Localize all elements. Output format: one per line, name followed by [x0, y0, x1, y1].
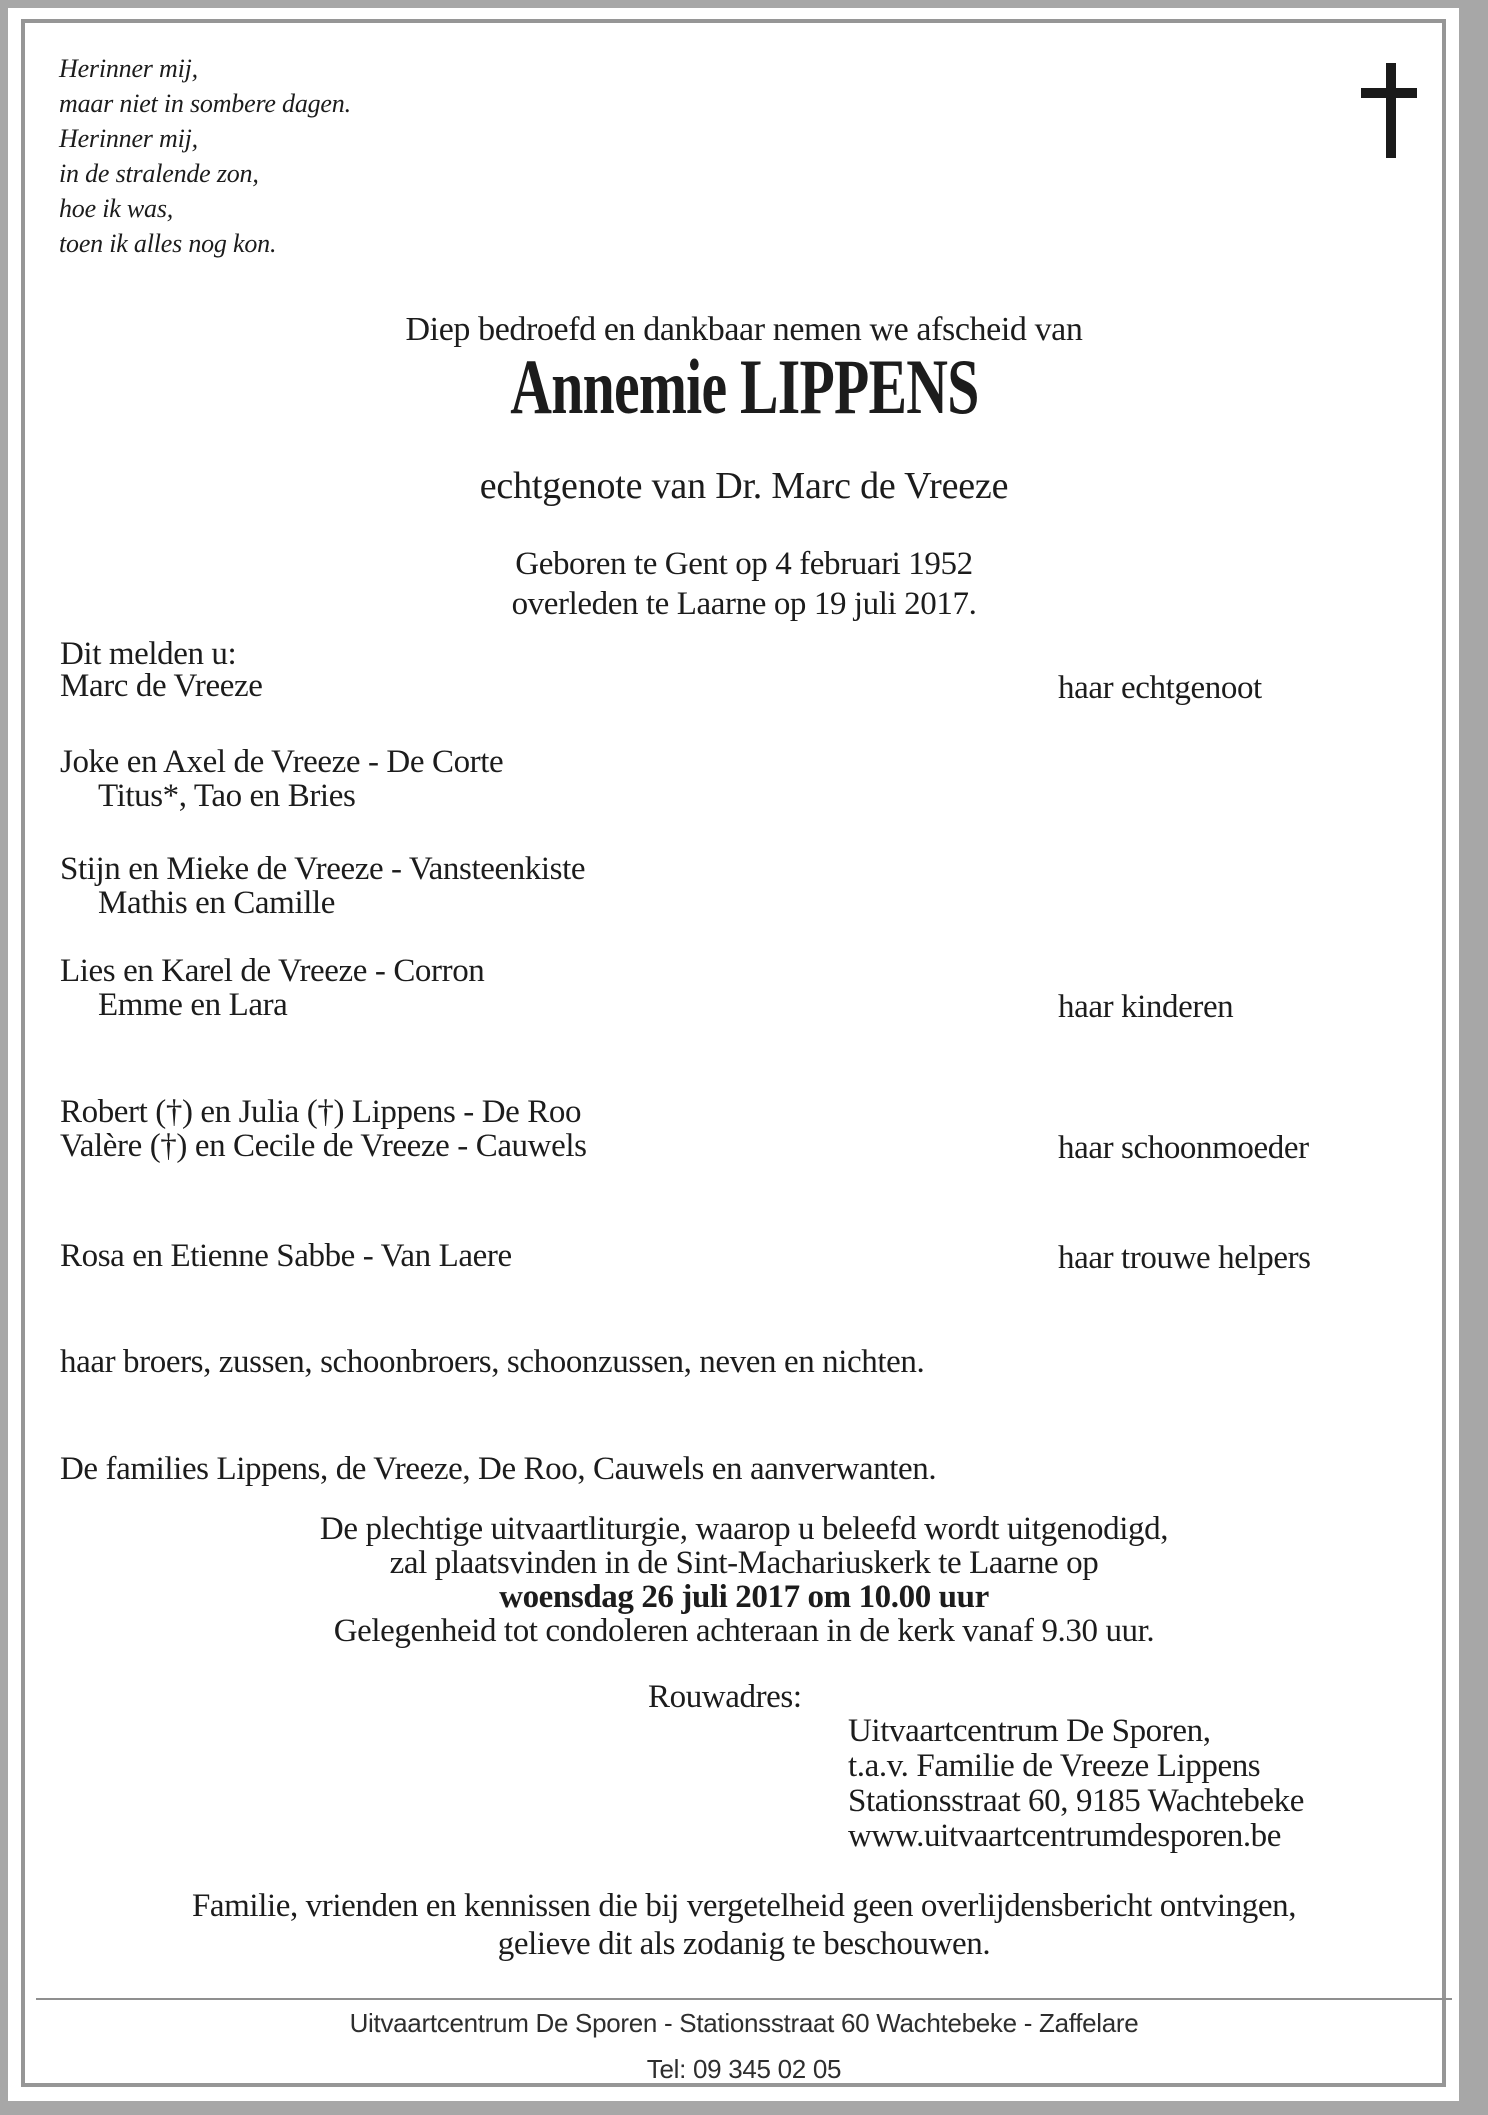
spouse-line: echtgenote van Dr. Marc de Vreeze: [479, 465, 1009, 507]
relative-name: Marc de Vreeze: [60, 668, 263, 704]
relation-label: haar echtgenoot: [1058, 670, 1262, 706]
relative-name: Joke en Axel de Vreeze - De Corte: [60, 744, 504, 780]
footer-phone: Tel: 09 345 02 05: [646, 2054, 842, 2084]
apology-line-2: gelieve dit als zodanig te beschouwen.: [497, 1926, 991, 1962]
mourning-address-label: Rouwadres:: [648, 1679, 802, 1715]
service-line-2: zal plaatsvinden in de Sint-Machariuskerk te Laarne op: [389, 1545, 1099, 1581]
condolence-line: Gelegenheid tot condoleren achteraan in de kerk vanaf 9.30 uur.: [333, 1613, 1155, 1649]
relative-children: Titus*, Tao en Bries: [98, 778, 356, 814]
relative-name: Lies en Karel de Vreeze - Corron: [60, 953, 485, 989]
poem-line: toen ik alles nog kon.: [59, 229, 277, 258]
relative-name: Robert (†) en Julia (†) Lippens - De Roo: [60, 1094, 582, 1130]
memorial-poem: [59, 51, 351, 261]
relation-label: haar kinderen: [1058, 989, 1234, 1025]
mourning-address-line: www.uitvaartcentrumdesporen.be: [848, 1818, 1282, 1854]
relative-children: Mathis en Camille: [98, 885, 335, 921]
footer-address: Uitvaartcentrum De Sporen - Stationsstraat 60 Wachtebeke - Zaffelare: [349, 2008, 1139, 2038]
relative-name: Rosa en Etienne Sabbe - Van Laere: [60, 1238, 512, 1274]
death-line: overleden te Laarne op 19 juli 2017.: [511, 586, 977, 622]
relative-children: Emme en Lara: [98, 987, 288, 1023]
families-line: De families Lippens, de Vreeze, De Roo, Cauwels en aanverwanten.: [60, 1451, 937, 1487]
relative-name: Valère (†) en Cecile de Vreeze - Cauwels: [60, 1128, 587, 1164]
intro-line: Diep bedroefd en dankbaar nemen we afscheid van: [405, 311, 1083, 348]
mourning-address-line: Stationsstraat 60, 9185 Wachtebeke: [848, 1783, 1305, 1819]
extended-family-line: haar broers, zussen, schoonbroers, schoonzussen, neven en nichten.: [60, 1344, 925, 1380]
footer-rule: [36, 1998, 1452, 2000]
poem-line: in de stralende zon,: [59, 159, 259, 188]
relative-name: Stijn en Mieke de Vreeze - Vansteenkiste: [60, 851, 586, 887]
service-line-1: De plechtige uitvaartliturgie, waarop u beleefd wordt uitgenodigd,: [319, 1511, 1169, 1547]
service-datetime: woensdag 26 juli 2017 om 10.00 uur: [499, 1579, 989, 1615]
poem-line: Herinner mij,: [59, 124, 198, 153]
notify-heading: Dit melden u:: [60, 636, 237, 672]
poem-line: hoe ik was,: [59, 194, 174, 223]
apology-line-1: Familie, vrienden en kennissen die bij vergetelheid geen overlijdensbericht ontvingen,: [191, 1888, 1297, 1924]
mourning-address-line: t.a.v. Familie de Vreeze Lippens: [848, 1748, 1261, 1784]
poem-line: Herinner mij,: [59, 54, 198, 83]
mourning-address-line: Uitvaartcentrum De Sporen,: [848, 1713, 1211, 1749]
relation-label: haar schoonmoeder: [1058, 1130, 1309, 1166]
birth-line: Geboren te Gent op 4 februari 1952: [515, 546, 973, 582]
relation-label: haar trouwe helpers: [1058, 1240, 1311, 1276]
poem-line: maar niet in sombere dagen.: [59, 89, 351, 118]
deceased-name: Annemie LIPPENS: [509, 343, 979, 430]
